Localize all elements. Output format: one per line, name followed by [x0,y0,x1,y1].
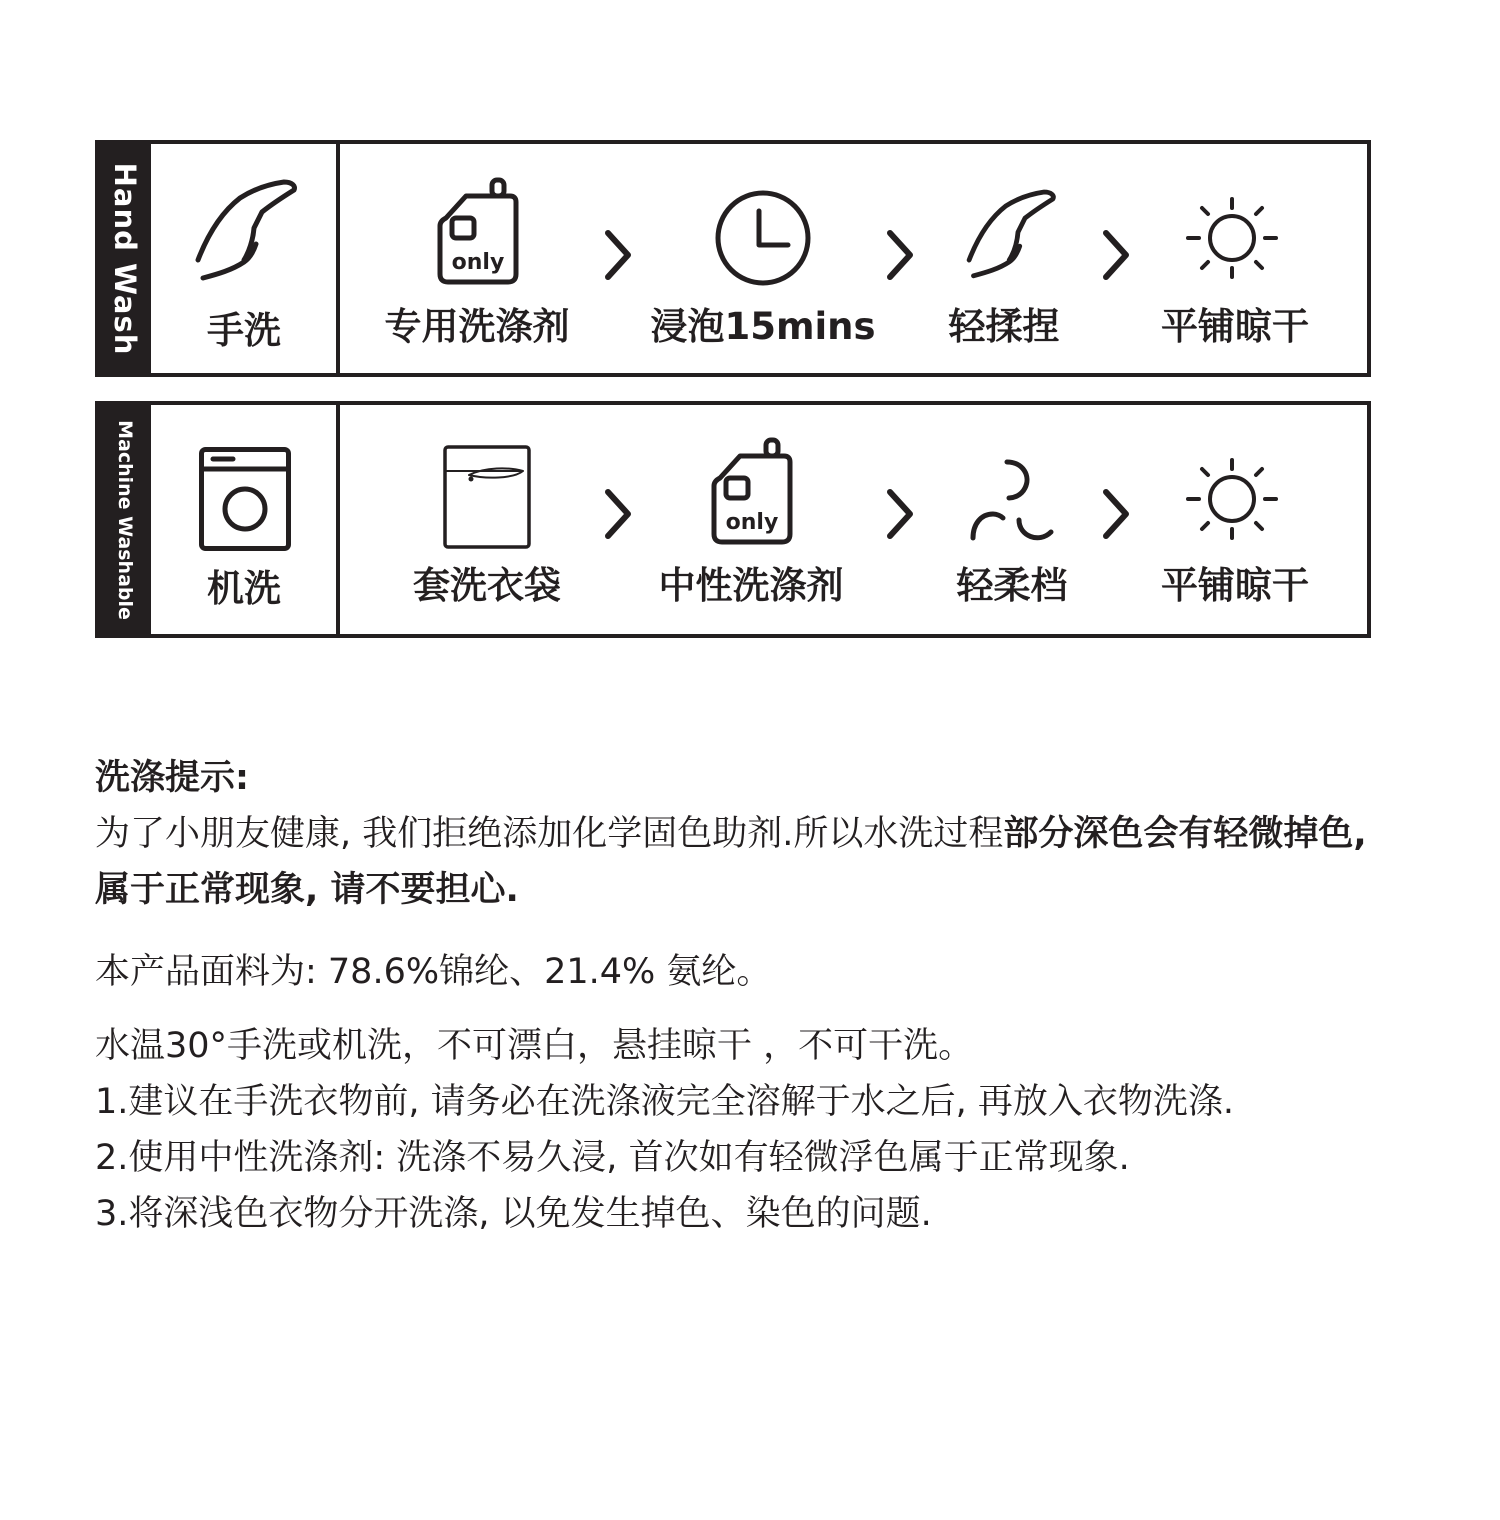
chevron-right-icon [886,230,914,284]
notes-heading: 洗涤提示: [95,758,249,798]
machine-wash-category: 机洗 [207,567,281,610]
step-label: 专用洗涤剂 [384,305,570,348]
clock-icon [714,189,812,287]
detergent-only-badge: only [451,250,505,275]
washing-machine-icon [199,447,291,551]
chevron-right-icon [886,489,914,543]
sun-icon [1185,458,1279,540]
hand-wash-divider [336,144,340,373]
note-item: 2.使用中性洗涤剂: 洗涤不易久浸, 首次如有轻微浮色属于正常现象. [95,1138,1130,1178]
sun-icon [1185,197,1279,279]
machine-wash-panel [95,401,1371,638]
detergent-only-icon [436,178,520,286]
step-label: 轻柔档 [956,564,1068,607]
machine-wash-side-label: Machine Washable [114,419,136,620]
hand-wash-icon [194,182,298,292]
machine-wash-divider [336,405,340,634]
chevron-right-icon [1102,489,1130,543]
hand-knead-icon [966,192,1056,288]
step-label: 平铺晾干 [1161,305,1309,348]
washing-notes [95,750,1405,1242]
note-item: 3.将深浅色衣物分开洗涤, 以免发生掉色、染色的问题. [95,1194,932,1234]
notes-tip-bold: 部分深色会有轻微掉色, 属于正常现象, 请不要担心. [95,814,1367,910]
notes-tip-normal: 为了小朋友健康, 我们拒绝添加化学固色助剂.所以水洗过程 [95,814,1004,854]
hand-wash-category: 手洗 [207,309,281,352]
step-label: 浸泡15mins [650,305,876,348]
detergent-only-badge: only [725,510,779,535]
chevron-right-icon [604,230,632,284]
chevron-right-icon [1102,230,1130,284]
hand-wash-side-bar [99,144,151,373]
hand-wash-side-label: Hand Wash [108,162,142,355]
note-item: 1.建议在手洗衣物前, 请务必在洗涤液完全溶解于水之后, 再放入衣物洗涤. [95,1082,1235,1122]
gentle-cycle-icon [969,460,1061,544]
fabric-composition: 本产品面料为: 78.6%锦纶、21.4% 氨纶。 [95,952,772,992]
laundry-bag-icon [443,445,531,549]
machine-wash-side-bar [99,405,151,634]
hand-wash-panel [95,140,1371,377]
step-label: 轻揉捏 [948,305,1060,348]
notes-tip [95,806,1405,918]
step-label: 套洗衣袋 [413,564,561,607]
detergent-only-icon [710,438,794,546]
step-label: 中性洗涤剂 [658,564,844,607]
step-label: 平铺晾干 [1161,564,1309,607]
chevron-right-icon [604,489,632,543]
care-instructions: 水温30°手洗或机洗，不可漂白，悬挂晾干 ，不可干洗。 [95,1026,974,1066]
